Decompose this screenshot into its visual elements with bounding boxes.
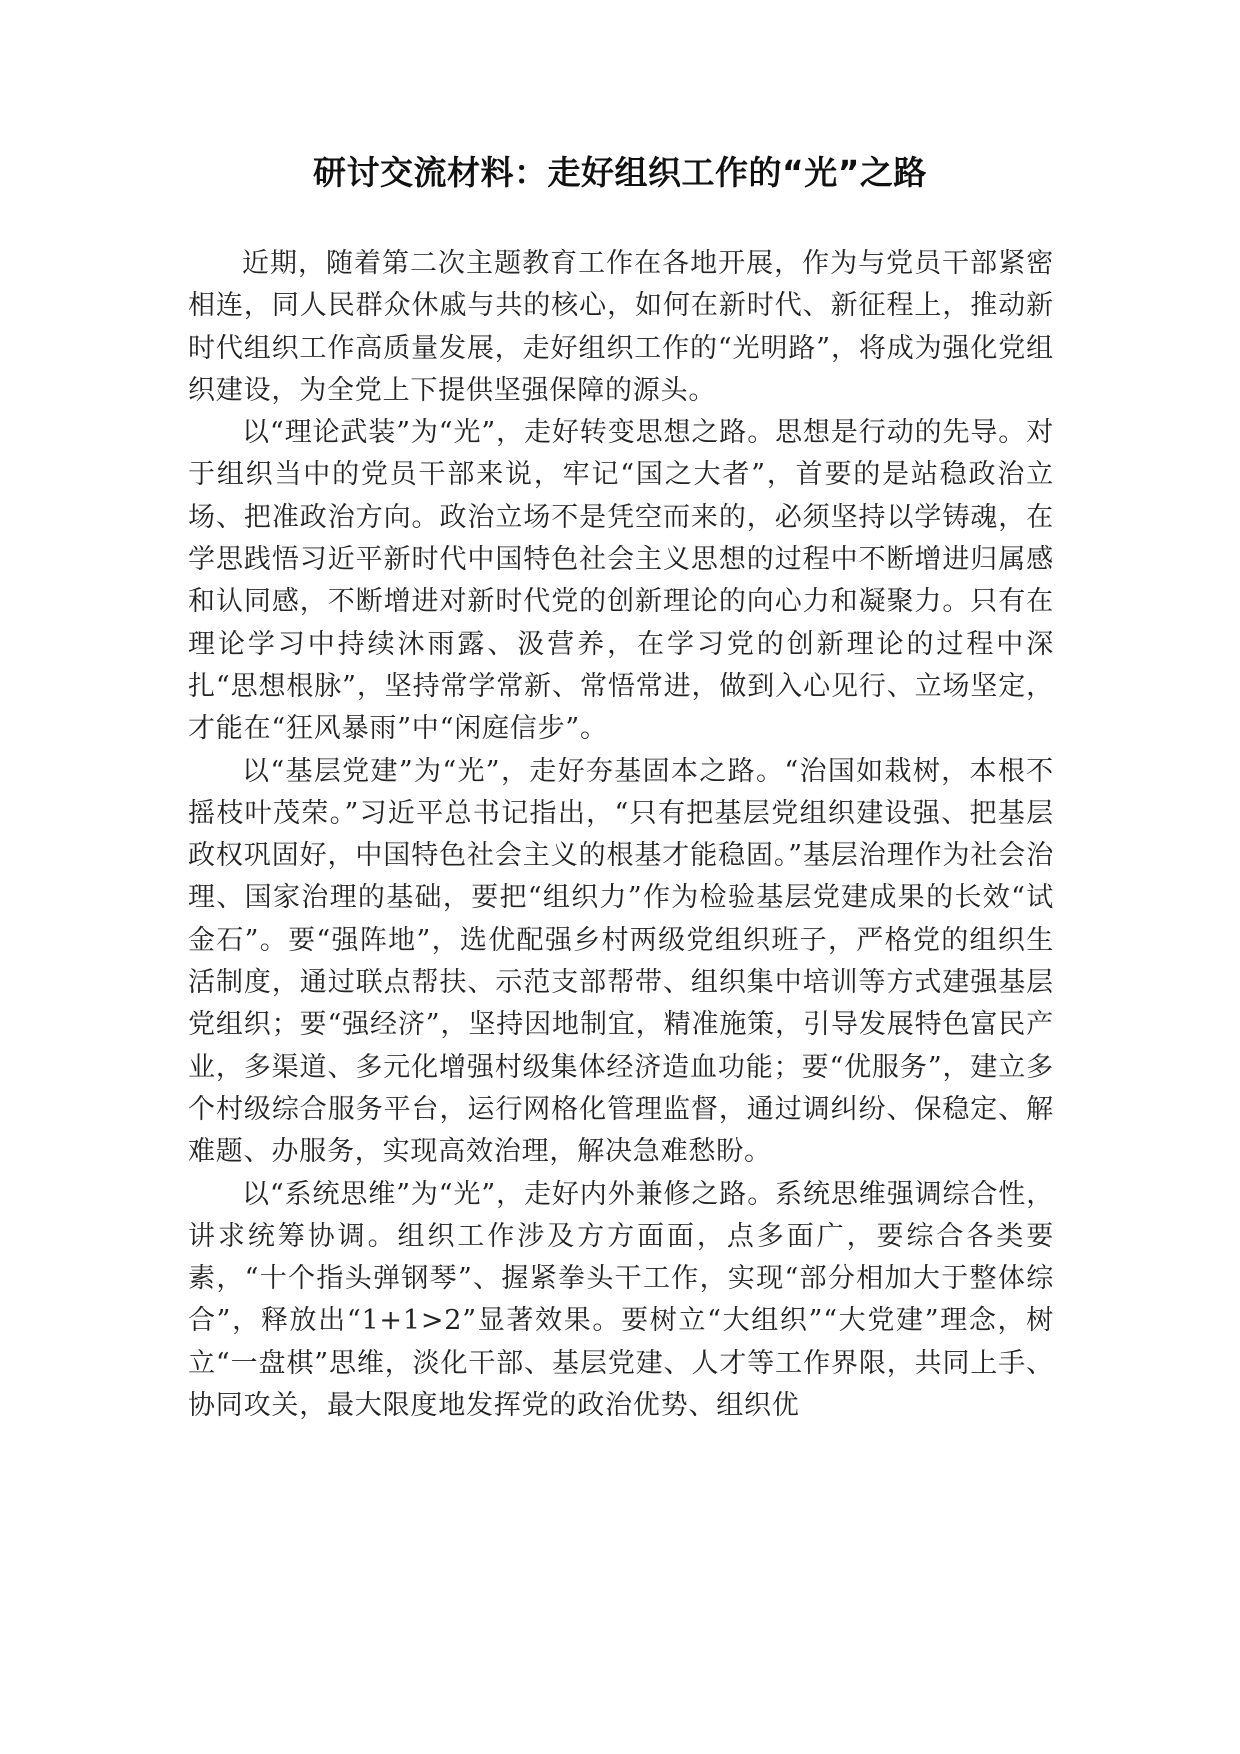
body-paragraph: 近期，随着第二次主题教育工作在各地开展，作为与党员干部紧密相连，同人民群众休戚与共的核心，如何在新时代、新征程上，推动新时代组织工作高质量发展，走好组织工作的“光明路”，将成为强化党组织建设，为全党上下提供坚强保障的源头。 <box>188 248 1054 406</box>
document-title: 研讨交流材料：走好组织工作的“光”之路 <box>313 153 927 192</box>
body-paragraph: 以“理论武装”为“光”，走好转变思想之路。思想是行动的先导。对于组织当中的党员干部来说，牢记“国之大者”，首要的是站稳政治立场、把准政治方向。政治立场不是凭空而来的，必须坚持以学铸魂，在学思践悟习近平新时代中国特色社会主义思想的过程中不断增进归属感和认同感，不断增进对新时代党的创新理论的向心力和凝聚力。只有在理论学习中持续沐雨露、汲营养，在学习党的创新理论的过程中深扎“思想根脉”，坚持常学常新、常悟常进，做到入心见行、立场坚定，才能在“狂风暴雨”中“闲庭信步”。 <box>188 417 1054 745</box>
document-body <box>188 243 1054 1427</box>
body-paragraph: 以“系统思维”为“光”，走好内外兼修之路。系统思维强调综合性，讲求统筹协调。组织工作涉及方方面面，点多面广，要综合各类要素，“十个指头弹钢琴”、握紧拳头干工作，实现“部分相加大于整体综合”，释放出“1+1>2”显著效果。要树立“大组织”“大党建”理念，树立“一盘棋”思维，淡化干部、基层党建、人才等工作界限，共同上手、协同攻关，最大限度地发挥党的政治优势、组织优 <box>188 1178 1054 1422</box>
body-paragraph: 以“基层党建”为“光”，走好夯基固本之路。“治国如栽树，本根不摇枝叶茂荣。”习近平总书记指出，“只有把基层党组织建设强、把基层政权巩固好，中国特色社会主义的根基才能稳固。”基层治理作为社会治理、国家治理的基础，要把“组织力”作为检验基层党建成果的长效“试金石”。要“强阵地”，选优配强乡村两级党组织班子，严格党的组织生活制度，通过联点帮扶、示范支部帮带、组织集中培训等方式建强基层党组织；要“强经济”，坚持因地制宜，精准施策，引导发展特色富民产业，多渠道、多元化增强村级集体经济造血功能；要“优服务”，建立多个村级综合服务平台，运行网格化管理监督，通过调纠纷、保稳定、解难题、办服务，实现高效治理，解决急难愁盼。 <box>188 755 1054 1168</box>
